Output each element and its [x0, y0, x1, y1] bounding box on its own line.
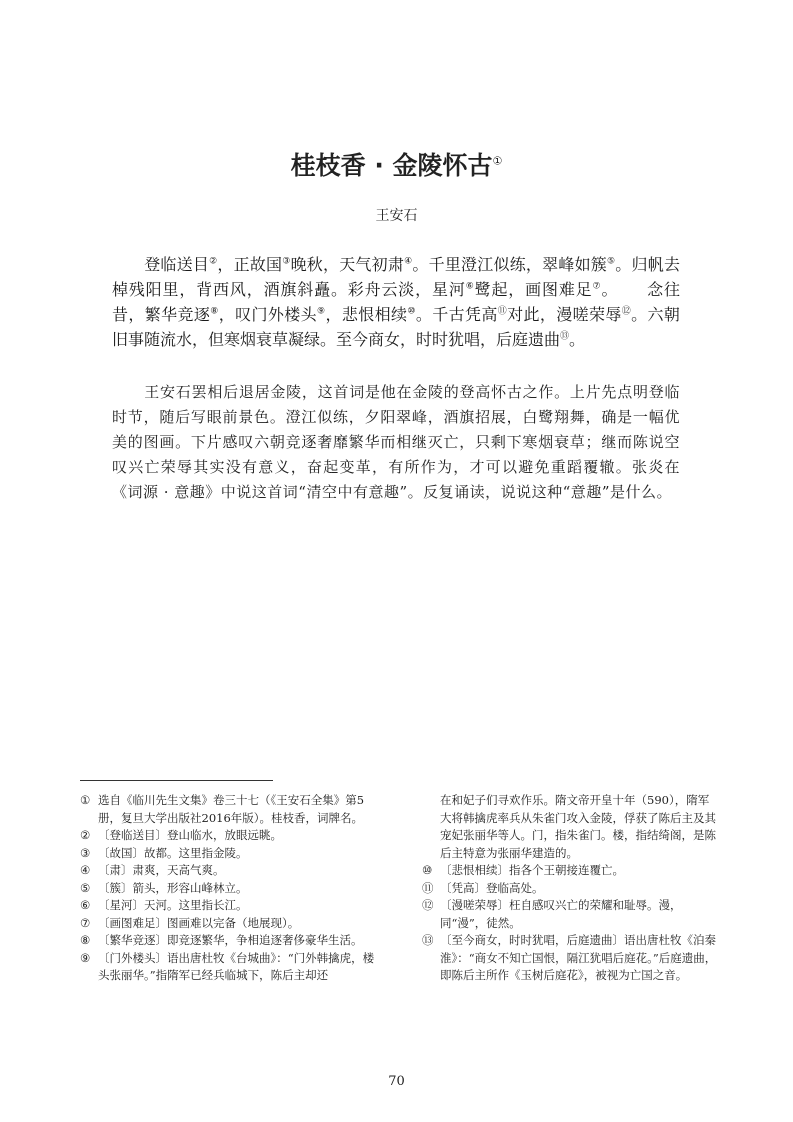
poem-segment: ，正故国 [217, 255, 283, 274]
footnote-number [422, 792, 440, 862]
footnote-number: ② [80, 828, 91, 842]
poem-segment: 。千里澄江似练，翠峰如簇 [412, 255, 607, 274]
footnote-item [422, 862, 720, 880]
poem-segment: 鹭起，画图难足 [474, 280, 593, 299]
footnote-text: 〔画图难足〕图画难以完备（地展现）。 [98, 915, 300, 930]
footnote-number: ⑨ [80, 950, 91, 965]
footnote-item [422, 880, 720, 898]
footnote-text: 〔门外楼头〕语出唐杜牧《台城曲》：“门外韩擒虎，楼头张丽华。”指隋军已经兵临城下，陈后主却还 [98, 950, 375, 982]
footnote-item [422, 932, 720, 985]
author: 王安石 [375, 208, 418, 224]
footnote-divider [80, 780, 273, 781]
footnote-text: 〔繁华竞逐〕即竞逐繁华，争相追逐奢侈豪华生活。 [98, 933, 363, 947]
footnote-marker[interactable]: ⑤ [607, 256, 616, 267]
footnote-number: ⑩ [422, 863, 433, 877]
footnote-item [80, 915, 378, 933]
poem-segment: 对此，漫嗟荣辱 [507, 305, 622, 324]
footnotes [80, 792, 720, 985]
footnote-marker[interactable]: ⑬ [560, 331, 570, 342]
footnote-text: 〔登临送目〕登山临水，放眼远眺。 [98, 828, 282, 842]
poem-segment: 。 [601, 280, 619, 299]
footnote-text: 〔星河〕天河。这里指长江。 [98, 898, 248, 912]
footnote-marker[interactable]: ⑪ [497, 306, 508, 317]
footnote-item [422, 792, 720, 862]
poem-segment: 。千古凭高 [415, 305, 498, 324]
footnote-item [80, 845, 378, 863]
footnote-text: 〔凭高〕登临高处。 [440, 880, 544, 895]
footnote-item [80, 862, 378, 880]
footnotes-right-column [422, 792, 720, 985]
footnotes-left-column [80, 792, 378, 985]
footnote-number: ④ [80, 863, 91, 877]
footnote-number: ⑬ [422, 933, 434, 947]
poem-segment: 。归帆去棹残阳里，背西风，酒旗斜矗。彩舟云淡，星河 [112, 255, 680, 299]
poem-text [112, 252, 680, 352]
footnote-number: ⑧ [80, 933, 91, 947]
footnote-marker[interactable]: ⑥ [465, 281, 475, 292]
footnote-text: 在和妃子们寻欢作乐。隋文帝开皇十年（590），隋军大将韩擒虎率兵从朱雀门攻入金陵，俘获了陈后主及其宠妃张丽华等人。门，指朱雀门。楼，指结绮阁，是陈后主特意为张丽华建造的。 [440, 793, 716, 860]
footnote-number: ⑤ [80, 880, 91, 895]
footnote-marker[interactable]: ④ [404, 256, 413, 267]
footnote-number: ③ [80, 845, 91, 860]
page-number: 70 [388, 1074, 405, 1089]
footnote-marker[interactable]: ⑨ [317, 306, 326, 317]
poem-segment: 登临送目 [144, 255, 210, 274]
poem-segment: 。 [569, 330, 586, 349]
footnote-item [422, 897, 720, 932]
footnote-number: ⑫ [422, 898, 434, 912]
footnote-number: ⑦ [80, 915, 91, 930]
title-footnote-marker[interactable]: ① [492, 154, 503, 168]
footnote-marker[interactable]: ⑩ [407, 306, 416, 317]
commentary-text: 王安石罢相后退居金陵，这首词是他在金陵的登高怀古之作。上片先点明登临时节，随后写眼前景色。澄江似练，夕阳翠峰，酒旗招展，白鹭翔舞，确是一幅优美的图画。下片感叹六朝竞逐奢靡繁华而相继灭亡，只剩下寒烟衰草；继而陈说空叹兴亡荣辱其实没有意义，奋起变革，有所作为，才可以避免重蹈覆辙。张炎在《词源 · 意趣》中说这首词“清空中有意趣”。反复诵读，说说这种“意趣”是什么。 [112, 383, 680, 501]
commentary-paragraph [112, 380, 680, 505]
footnote-text: 〔肃〕肃爽，天高气爽。 [98, 863, 225, 877]
page-title: 桂枝香 · 金陵怀古① [290, 151, 503, 180]
footnote-text: 〔悲恨相续〕指各个王朝接连覆亡。 [440, 863, 624, 877]
footnote-text: 选自《临川先生文集》卷三十七（《王安石全集》第5册，复旦大学出版社2016年版）。桂枝香，词牌名。 [98, 793, 365, 825]
footnote-number: ⑪ [422, 880, 434, 895]
footnote-text: 〔至今商女，时时犹唱，后庭遗曲〕语出唐杜牧《泊秦淮》：“商女不知亡国恨，隔江犹唱后庭花。”后庭遗曲，即陈后主所作《玉树后庭花》，被视为亡国之音。 [440, 933, 717, 982]
footnote-item [80, 897, 378, 915]
footnote-text: 〔簇〕箭头，形容山峰林立。 [98, 880, 248, 895]
footnote-item [80, 792, 378, 827]
footnote-item [80, 950, 378, 985]
poem-segment: 念往昔，繁华竞逐 [112, 280, 680, 324]
footnote-text: 〔漫嗟荣辱〕枉自感叹兴亡的荣耀和耻辱。漫，同“漫”，徒然。 [440, 898, 682, 930]
footnote-item [80, 932, 378, 950]
footnote-marker[interactable]: ③ [282, 256, 291, 267]
footnote-marker[interactable]: ⑫ [621, 306, 632, 317]
poem-segment: 晚秋，天气初肃 [290, 255, 405, 274]
footnote-marker[interactable]: ⑦ [592, 281, 602, 292]
footnote-item [80, 880, 378, 898]
footnote-marker[interactable]: ⑧ [210, 306, 219, 317]
footnote-text: 〔故国〕故都。这里指金陵。 [98, 845, 248, 860]
footnote-number: ⑥ [80, 898, 91, 912]
footnote-number: ① [80, 793, 91, 807]
footnote-item [80, 827, 378, 845]
footnote-marker[interactable]: ② [209, 256, 218, 267]
poem-segment: 。六朝旧事随流水，但寒烟衰草凝绿。至今商女，时时犹唱，后庭遗曲 [112, 305, 680, 349]
poem-segment: ，叹门外楼头 [218, 305, 318, 324]
poem-segment: ，悲恨相续 [325, 305, 408, 324]
